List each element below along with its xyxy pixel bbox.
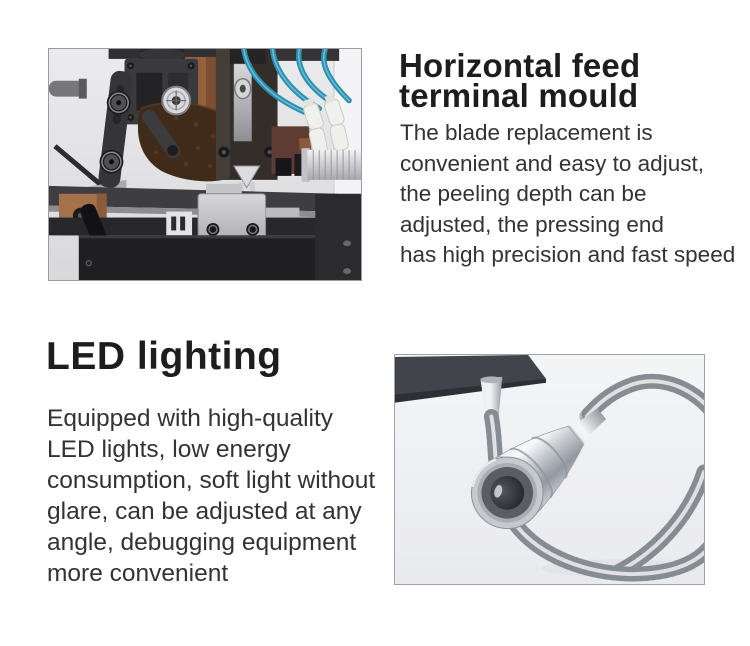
description-line: LED lights, low energy: [47, 436, 291, 463]
led-gooseneck-light-photo: [394, 354, 705, 585]
led-lighting-description: [47, 403, 392, 589]
description-line: The blade replacement is: [400, 120, 653, 145]
description-line: adjusted, the pressing end: [400, 211, 664, 237]
air-cylinder: [301, 148, 361, 182]
description-line: has high precision and fast speed: [400, 242, 736, 268]
led-lighting-heading: LED lighting: [46, 335, 282, 378]
terminal-mould-heading: [399, 47, 729, 114]
heading-line: Horizontal feed: [399, 47, 641, 84]
terminal-crimping-machine-photo: [48, 48, 362, 281]
description-line: consumption, soft light without: [47, 467, 376, 494]
terminal-mould-description: [400, 118, 736, 271]
description-line: Equipped with high-quality: [47, 405, 334, 432]
description-line: more convenient: [47, 560, 229, 587]
crimping-tower: [216, 49, 278, 194]
machine-base: [49, 184, 361, 280]
description-line: glare, can be adjusted at any: [47, 498, 362, 525]
description-line: convenient and easy to adjust,: [400, 150, 704, 176]
heading-line: terminal mould: [399, 77, 639, 114]
led-photo-illustration: [395, 355, 704, 584]
description-line: angle, debugging equipment: [47, 529, 357, 556]
machine-photo-illustration: [49, 49, 361, 280]
description-line: the peeling depth can be: [400, 181, 647, 207]
